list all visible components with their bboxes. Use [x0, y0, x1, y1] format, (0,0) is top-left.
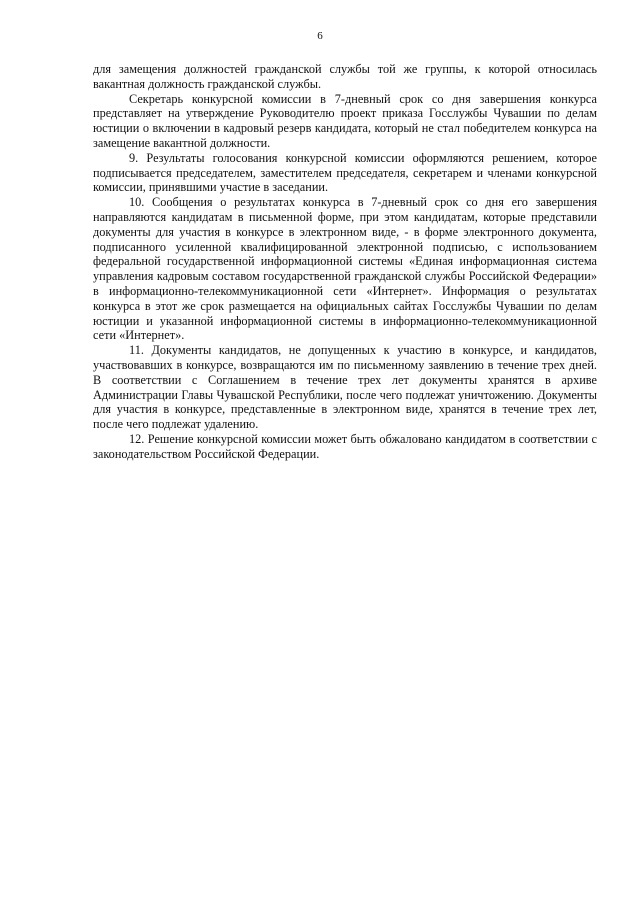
- paragraph-12: 12. Решение конкурсной комиссии может быть обжаловано кандидатом в соответствии с законодательством Российской Федерации.: [93, 431, 597, 461]
- paragraph-10: 10. Сообщения о результатах конкурса в 7-дневный срок со дня его завершения направляются кандидатам в письменной форме, при этом кандидатам, которые представили документы для участия в конкурсе в электронном виде, - в форме электронного документа, подписанного усиленной квалифицированной электронной подписью, с использованием федеральной государственной информационной системы «Единая информационная система управления кадровым составом государственной гражданской службы Российской Федерации» в информационно-телекоммуникационной сети «Интернет». Информация о результатах конкурса в этот же срок размещается на официальных сайтах Госслужбы Чувашии по делам юстиции и указанной информационной системы в информационно-телекоммуникационной сети «Интернет».: [93, 195, 597, 343]
- page-number: 6: [317, 30, 323, 42]
- paragraph-9: 9. Результаты голосования конкурсной комиссии оформляются решением, которое подписывается председателем, заместителем председателя, секретарем и членами конкурсной комиссии, принявшими участие в заседании.: [93, 150, 597, 195]
- document-body: [93, 62, 597, 462]
- paragraph-11: 11. Документы кандидатов, не допущенных к участию в конкурсе, и кандидатов, участвовавших в конкурсе, возвращаются им по письменному заявлению в течение трех дней. В соответствии с Соглашением в течение трех лет документы хранятся в архиве Администрации Главы Чувашской Республики, после чего подлежат уничтожению. Документы для участия в конкурсе, представленные в электронном виде, хранятся в течение трех лет, после чего подлежат удалению.: [93, 343, 597, 432]
- paragraph-continuation: для замещения должностей гражданской службы той же группы, к которой относилась вакантная должность гражданской службы.: [93, 62, 597, 91]
- paragraph-secretary: Секретарь конкурсной комиссии в 7-дневный срок со дня завершения конкурса представляет на утверждение Руководителю проект приказа Госслужбы Чувашии по делам юстиции о включении в кадровый резерв кандидата, который не стал победителем конкурса на замещение вакантной должности.: [93, 91, 597, 150]
